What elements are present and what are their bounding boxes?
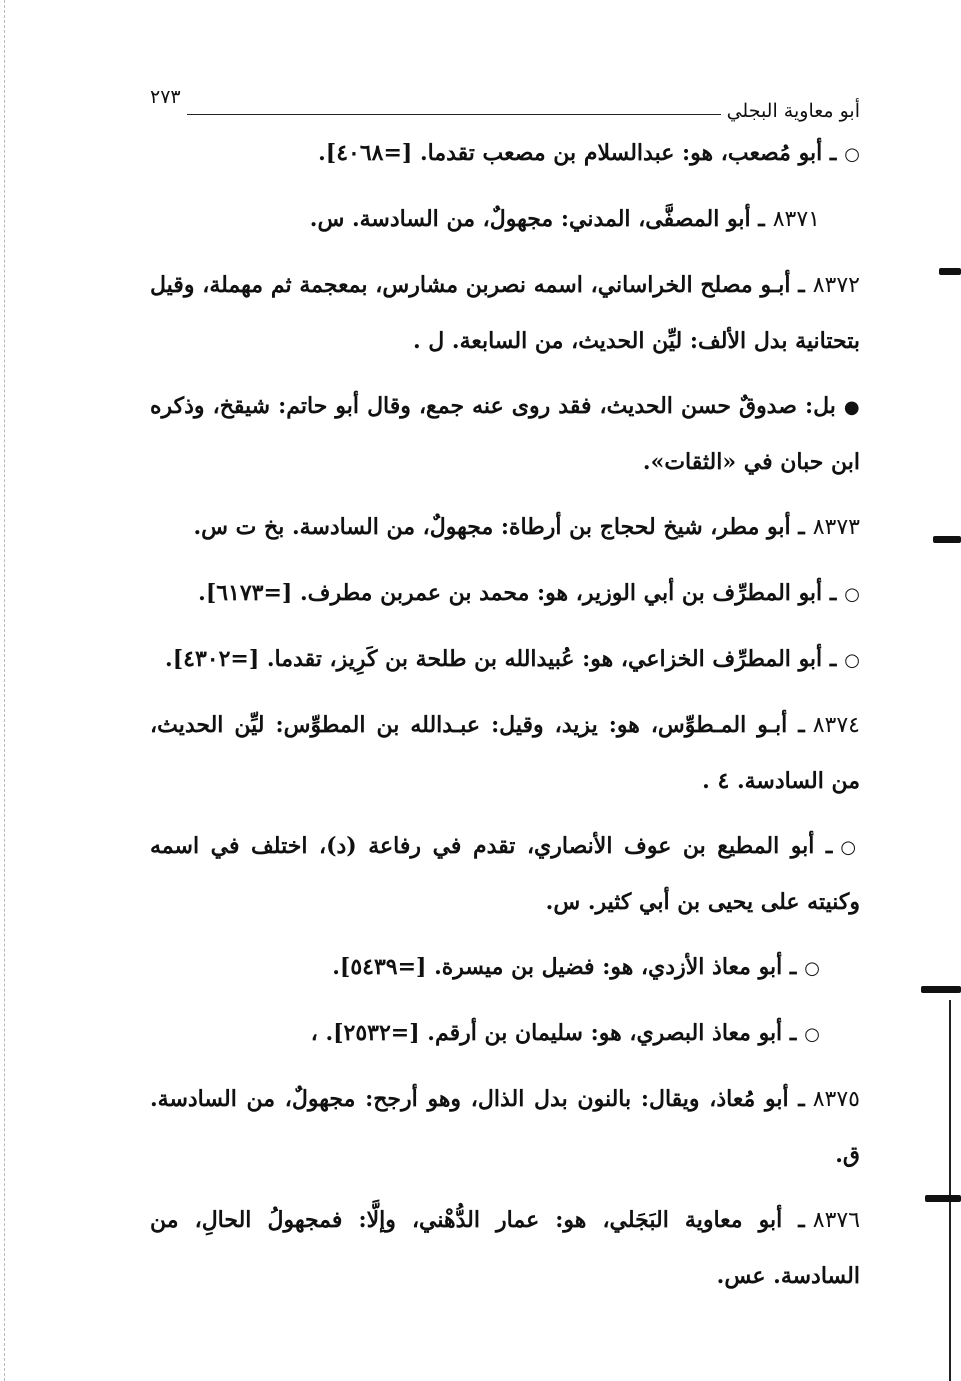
entry-number: ٨٣٧١ [772, 207, 820, 232]
entry [150, 1072, 860, 1183]
entry [150, 819, 860, 930]
entry [150, 258, 860, 369]
entry [150, 566, 860, 622]
entry-number: ٨٣٧٥ [812, 1087, 860, 1112]
entry-text: ـ أبو المصفَّى، المدني: مجهولٌ، من السادسة. س. [309, 206, 765, 232]
scan-edge-right [949, 1000, 951, 1381]
book-page [150, 82, 860, 1314]
header-title: أبو معاوية البجلي [726, 100, 860, 122]
entry-text: ـ أبو معاذ الأزدي، هو: فضيل بن ميسرة. [=٥٤٣٩]. [332, 954, 797, 980]
entry-marker: ● [843, 397, 860, 418]
entry [150, 940, 820, 996]
edge-mark [933, 536, 961, 543]
entry-marker: ○ [844, 584, 860, 605]
edge-mark [925, 1195, 961, 1202]
running-header [150, 82, 860, 122]
entry-number: ٨٣٧٢ [812, 273, 860, 298]
entry-number: ٨٣٧٤ [812, 713, 860, 738]
header-rule [187, 114, 721, 115]
entry-text: ـ أبو معاذ البصري، هو: سليمان بن أرقم. [=٢٥٣٢]. ، [310, 1020, 797, 1046]
entry-marker: ○ [804, 1024, 820, 1045]
page-number: ٢٧٣ [150, 86, 181, 108]
entry-number: ٨٣٧٦ [812, 1208, 861, 1233]
entry [150, 500, 860, 556]
entry [150, 126, 860, 182]
entry-marker: ○ [840, 837, 860, 858]
entry [150, 1006, 820, 1062]
entry-marker: ○ [844, 144, 860, 165]
entry-text: ـ أبو المطرِّف بن أبي الوزير، هو: محمد بن عمربن مطرف. [=٦١٧٣]. [198, 580, 837, 606]
entry [150, 192, 820, 248]
entry-marker: ○ [804, 958, 820, 979]
edge-mark [921, 986, 961, 993]
entry-text: ـ أبو المطرِّف الخزاعي، هو: عُبيدالله بن طلحة بن كَرِيز، تقدما. [=٤٣٠٢]. [165, 646, 837, 672]
entry-text: ـ أبـو المـطوِّس، هو: يزيد، وقيل: عبـدالله بن المطوِّس: ليِّن الحديث، من السادسة. ٤ . [150, 712, 860, 794]
entry-text: ـ أبو مُصعب، هو: عبدالسلام بن مصعب تقدما. [=٤٠٦٨]. [318, 140, 837, 166]
edge-mark [939, 268, 961, 275]
entry-number: ٨٣٧٣ [812, 515, 860, 540]
entry-text: ـ أبو معاوية البَجَلي، هو: عمار الدُّهْني، وإلَّا: فمجهولُ الحالِ، من السادسة. عس. [150, 1207, 860, 1289]
entry [150, 632, 860, 688]
entry [150, 698, 860, 809]
scan-edge-left [4, 0, 5, 1381]
entry-text: ـ أبو مطر، شيخ لحجاج بن أرطاة: مجهولٌ، من السادسة. بخ ت س. [193, 514, 805, 540]
entry-text: ـ أبو مُعاذ، ويقال: بالنون بدل الذال، وهو أرجح: مجهولٌ، من السادسة. ق. [150, 1086, 860, 1168]
entry-text: بل: صدوقٌ حسن الحديث، فقد روى عنه جمع، وقال أبو حاتم: شيقخ، وذكره ابن حبان في «الثقات». [150, 393, 860, 475]
entry-marker: ○ [844, 650, 860, 671]
entry [150, 379, 860, 490]
entry [150, 1193, 860, 1304]
entry-text: ـ أبـو مصلح الخراساني، اسمه نصربن مشارس، بمعجمة ثم مهملة، وقيل بتحتانية بدل الألف: ليِّن الحديث، من السابعة. ل . [150, 272, 860, 354]
entry-text: ـ أبو المطيع بن عوف الأنصاري، تقدم في رفاعة (د)، اختلف في اسمه وكنيته على يحيى بن أبي كثير. س. [150, 833, 860, 915]
